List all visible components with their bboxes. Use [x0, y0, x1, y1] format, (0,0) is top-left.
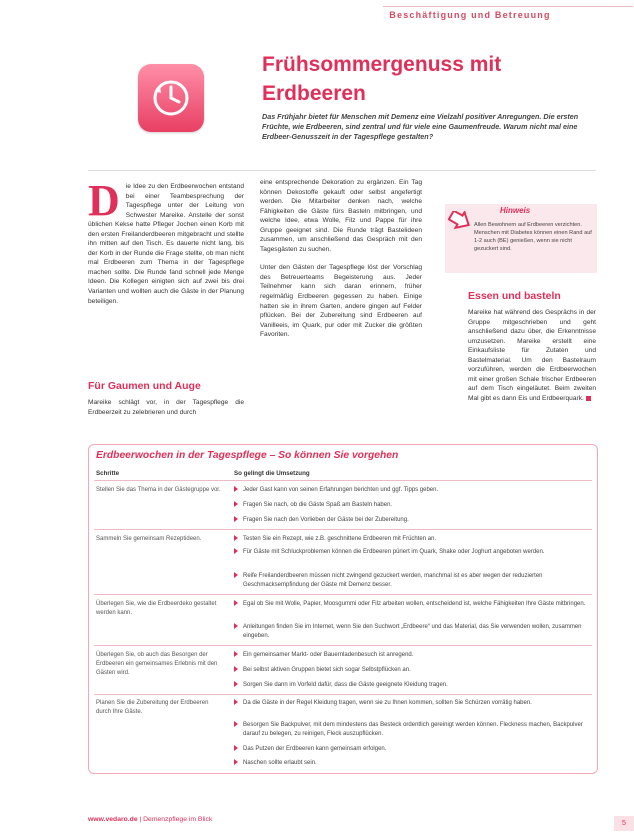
table-bullet: Reife Freilanderdbeeren müssen nicht zwingend gezuckert werden, manchmal ist es aber wegen der reduzierten Geschmacksempfindung der Gäste mit Demenz besser.: [234, 572, 594, 589]
table-bullet: Anleitungen finden Sie im Internet, wenn Sie den Suchwort „Erdbeere“ und das Material, das Sie verwenden wollen, zusammen eingeben.: [234, 623, 594, 640]
footer-site-link[interactable]: www.vedaro.de: [88, 816, 138, 823]
table-rule: [94, 529, 592, 530]
column-3: [468, 308, 596, 403]
table-header-implementation: So gelingt die Umsetzung: [234, 470, 310, 477]
paragraph: Unter den Gästen der Tagespflege löst der Vorschlag des Betreuerteams Begeisterung aus. Jeder Teilnehmer kann sich daran erinnern, früher regelmäßig Erdbeeren gegessen zu haben. Einige hatten sie in ihrem Garten, andere gingen auf Felder pflücken. Bei der Zubereitung sind Erdbeeren auf Vanilleeis, im Quark, pur oder mit Zucker die größten Favoriten.: [260, 264, 422, 339]
subheading-gaumen: Für Gaumen und Auge: [88, 380, 201, 392]
paragraph: eine entsprechende Dekoration zu ergänzen. Ein Tag können Dekostoffe gekauft oder selbst angefertigt werden. Die Mitarbeiter denken nach, welche Fähigkeiten die Gäste fürs Basteln mitbringen, und welche Idee, etwa Wolle, Filz und Pappe für ihre Gruppe geeignet sind. Die Runde trägt Bastelideen zusammen, um anschließend das Gespräch mit den Tagesgästen zu suchen.: [260, 179, 422, 253]
end-mark-icon: [586, 396, 591, 401]
arrow-icon: [448, 211, 472, 238]
table-row-step: Sammeln Sie gemeinsam Rezeptideen.: [96, 536, 202, 542]
table-bullet: Bei selbst aktiven Gruppen bietet sich sogar Selbstpflücken an.: [234, 666, 594, 675]
table-row-step: Überlegen Sie, ob auch das Besorgen der Erdbeeren ein gemeinsames Erlebnis mit den Gästen wird.: [96, 652, 218, 676]
table-bullet: Für Gäste mit Schluckproblemen können die Erdbeeren püriert im Quark, Shake oder Joghurt angeboten werden.: [234, 548, 594, 557]
table-row-step: Planen Sie die Zubereitung der Erdbeeren durch Ihre Gäste.: [96, 700, 209, 715]
article-lead: Das Frühjahr bietet für Menschen mit Demenz eine Vielzahl positiver Anregungen. Die ersten Früchte, wie Erdbeeren, sind zentral und für viele eine Gaumenfreude. Warum nicht mal eine Erdbeer-Genusszeit in der Tagespflege gestalten?: [262, 112, 579, 141]
column-2: [260, 178, 422, 340]
table-rule: [94, 694, 592, 695]
divider: [88, 170, 596, 171]
strawberry-clock-icon: [138, 64, 204, 132]
hinweis-text: Allen Bewohnern auf Erdbeeren verzichten. Menschen mit Diabetes können einen Rand auf 1-2 auch (BE) genießen, wenn sie nicht gezuckert sind.: [474, 222, 592, 252]
page-number: 5: [614, 816, 634, 831]
paragraph: Mareike hat während des Gesprächs in der Gruppe mitgeschrieben und geht anschließend dazu über, die Erkenntnisse umzusetzen. Mareike erstellt eine Einkaufsliste für Zutaten und Bastelmaterial. Um den Bastelraum vorzuführen, werden die Erdbeerwochen mit einer großen Schale frischer Erdbeeren auf dem Tisch eingeläutet. Beim zweiten Mal gibt es dann Eis und Erdbeerquark.: [468, 309, 596, 402]
table-rule: [94, 645, 592, 646]
article-title: Frühsommergenuss mit Erdbeeren: [262, 53, 502, 105]
footer-text: | Demenzpflege im Blick: [137, 816, 213, 823]
table-header-steps: Schritte: [96, 470, 120, 477]
table-bullet: Das Putzen der Erdbeeren kann gemeinsam erfolgen.: [234, 745, 594, 754]
table-row-step: Stellen Sie das Thema in der Gästegruppe vor.: [96, 487, 221, 493]
column-1: [88, 176, 244, 306]
table-rule: [94, 594, 592, 595]
table-bullet: Naschen sollte erlaubt sein.: [234, 759, 594, 768]
table-row-step: Überlegen Sie, wie die Erdbeerdeko gestaltet werden kann.: [96, 601, 217, 616]
table-bullet: Egal ob Sie mit Wolle, Papier, Moosgummi oder Filz arbeiten wollen, entscheidend ist, welche Fähigkeiten Ihre Gäste mitbringen.: [234, 600, 594, 609]
table-bullet: Testen Sie ein Rezept, wie z.B. geschnittene Erdbeeren mit Früchten an.: [234, 535, 594, 544]
table-bullet: Da die Gäste in der Regel Kleidung tragen, wenn sie zu Ihnen kommen, sollten Sie Schürzen vorrätig haben.: [234, 699, 594, 708]
table-bullet: Besorgen Sie Backpulver, mit dem mindestens das Besteck ordentlich gereinigt werden können. Fleckness machen, Backpulver darauf zu belegen, zu reinigen, Fleck auszupflücken.: [234, 721, 594, 738]
table-bullet: Fragen Sie nach, ob die Gäste Spaß am Basteln haben.: [234, 501, 594, 510]
paragraph: Mareike schlägt vor, in der Tagespflege die Erdbeerzeit zu zelebrieren und durch: [88, 399, 244, 416]
top-divider: [383, 6, 633, 7]
paragraph: ie Idee zu den Erdbeerwochen entstand bei einer Teambesprechung der Tagespflege unter der Leitung von Schwester Mareike. Anstelle der sonst üblichen Kekse hatte Pfleger Jochen einen Korb mit den ersten Freilanderdbeeren mitgebracht und stellte ihn mitten auf den Tisch. Es dauerte nicht lang, bis der Korb in der Runde die Frage stellte, ob man nicht mal Erdbeeren zum Thema in der Tagespflege machen sollte. Die Runde fand schnell jede Menge Ideen. Die Kollegen einigten sich auf zwei bis drei Varianten und wollten auch die Gäste in der Planung beteiligen.: [88, 183, 244, 305]
table-title: Erdbeerwochen in der Tagespflege – So können Sie vorgehen: [96, 450, 399, 461]
table-rule: [94, 480, 592, 481]
table-bullet: Ein gemeinsamer Markt- oder Bauernladenbesuch ist anregend.: [234, 651, 594, 660]
hinweis-title: Hinweis: [500, 206, 531, 215]
table-bullet: Sorgen Sie dann im Vorfeld dafür, dass die Gäste geeignete Kleidung tragen.: [234, 681, 594, 690]
drop-cap: D: [88, 176, 120, 225]
table-bullet: Fragen Sie nach den Vorlieben der Gäste bei der Zubereitung.: [234, 516, 594, 525]
subheading-essen: Essen und basteln: [468, 290, 561, 302]
footer: [88, 816, 212, 823]
table-bullet: Jeder Gast kann von seinen Erfahrungen berichten und ggf. Tipps geben.: [234, 486, 594, 495]
section-label: Beschäftigung und Betreuung: [389, 10, 551, 20]
